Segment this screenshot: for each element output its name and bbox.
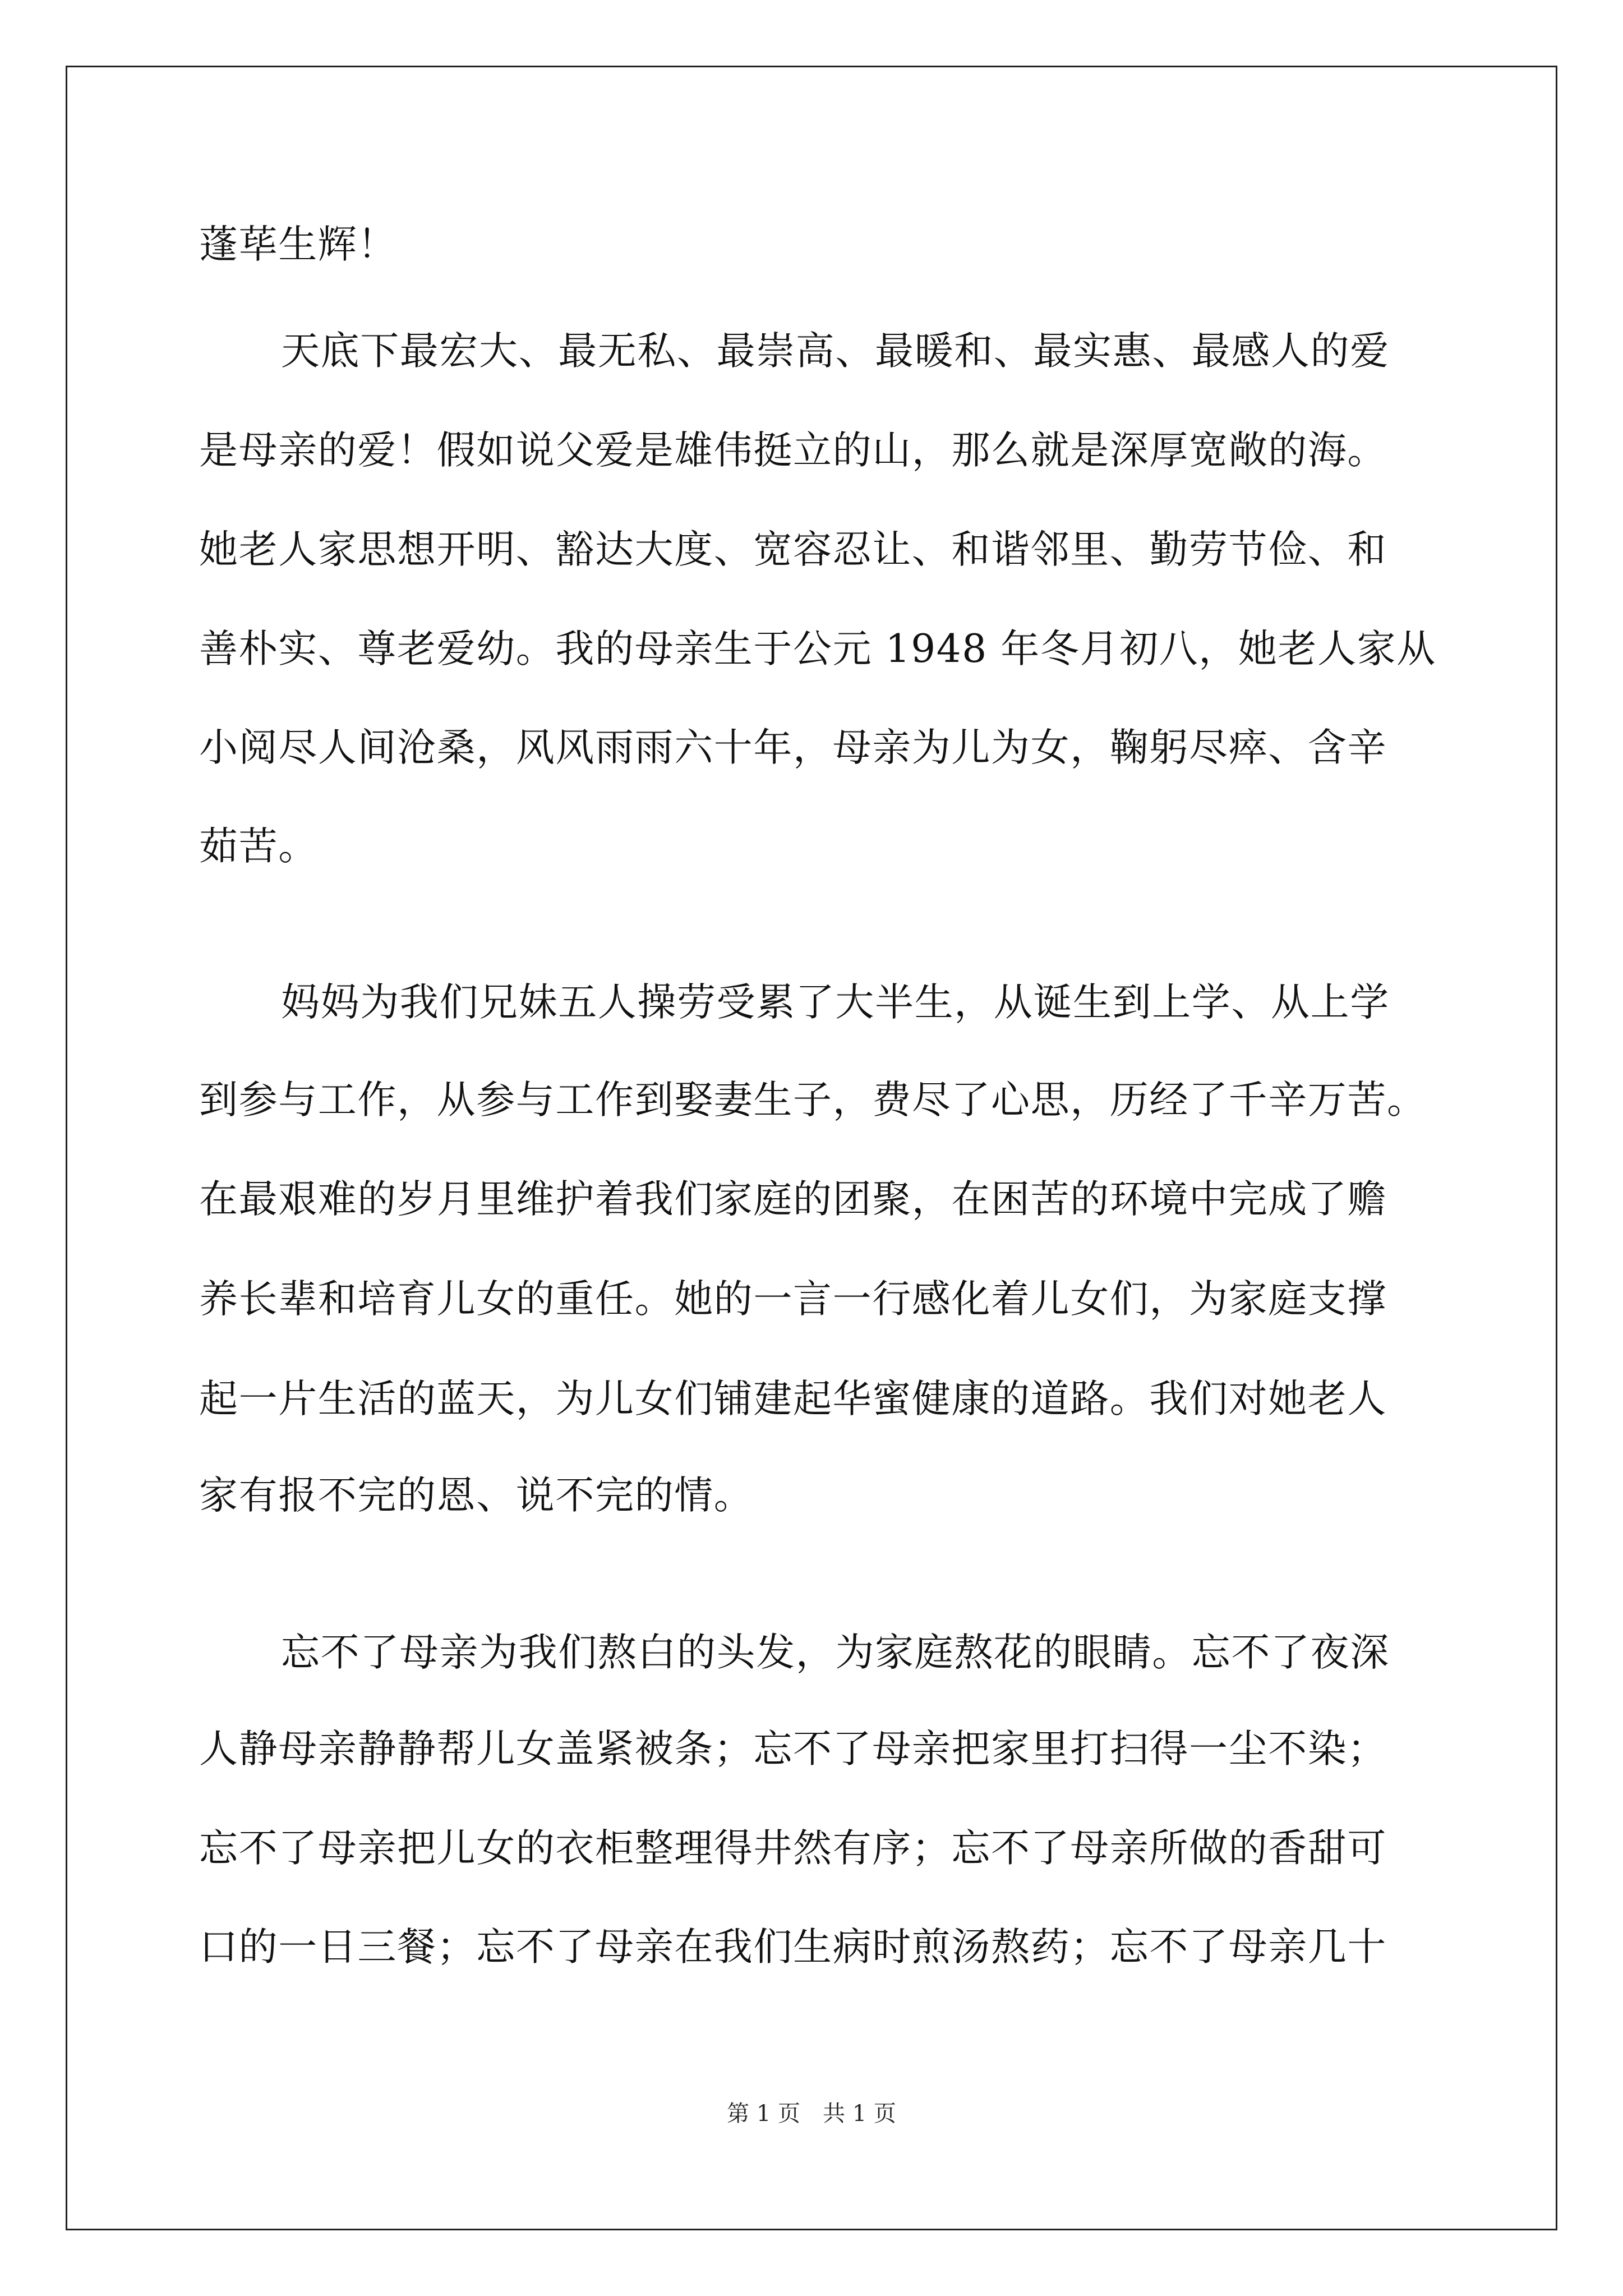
paragraph-first-line: 忘不了母亲为我们熬白的头发，为家庭熬花的眼睛。忘不了夜深 <box>281 1630 1390 1675</box>
page-border <box>66 66 1557 2230</box>
text-line: 茹苦。 <box>199 824 318 869</box>
text-line: 到参与工作，从参与工作到娶妻生子，费尽了心思，历经了千辛万苦。 <box>199 1078 1427 1122</box>
text-line: 家有报不完的恩、说不完的情。 <box>199 1473 754 1518</box>
text-line: 蓬荜生辉！ <box>199 222 397 267</box>
text-line: 她老人家思想开明、豁达大度、宽容忍让、和谐邻里、勤劳节俭、和 <box>199 527 1387 572</box>
text-line: 善朴实、尊老爱幼。我的母亲生于公元 1948 年冬月初八，她老人家从 <box>199 627 1436 671</box>
text-line: 起一片生活的蓝天，为儿女们铺建起华蜜健康的道路。我们对她老人 <box>199 1377 1387 1421</box>
text-line: 口的一日三餐；忘不了母亲在我们生病时煎汤熬药；忘不了母亲几十 <box>199 1925 1387 1970</box>
text-line: 人静母亲静静帮儿女盖紧被条；忘不了母亲把家里打扫得一尘不染； <box>199 1727 1387 1772</box>
text-line: 养长辈和培育儿女的重任。她的一言一行感化着儿女们，为家庭支撑 <box>199 1277 1387 1322</box>
text-line: 小阅尽人间沧桑，风风雨雨六十年，母亲为儿为女，鞠躬尽瘁、含辛 <box>199 725 1387 770</box>
text-line: 在最艰难的岁月里维护着我们家庭的团聚，在困苦的环境中完成了赡 <box>199 1177 1387 1222</box>
paragraph-first-line: 天底下最宏大、最无私、最崇高、最暖和、最实惠、最感人的爱 <box>281 329 1390 374</box>
page-footer: 第 1 页 共 1 页 <box>727 2101 896 2127</box>
text-line: 是母亲的爱！假如说父爱是雄伟挺立的山，那么就是深厚宽敞的海。 <box>199 428 1387 473</box>
paragraph-first-line: 妈妈为我们兄妹五人操劳受累了大半生，从诞生到上学、从上学 <box>281 980 1390 1025</box>
text-line: 忘不了母亲把儿女的衣柜整理得井然有序；忘不了母亲所做的香甜可 <box>199 1826 1387 1871</box>
